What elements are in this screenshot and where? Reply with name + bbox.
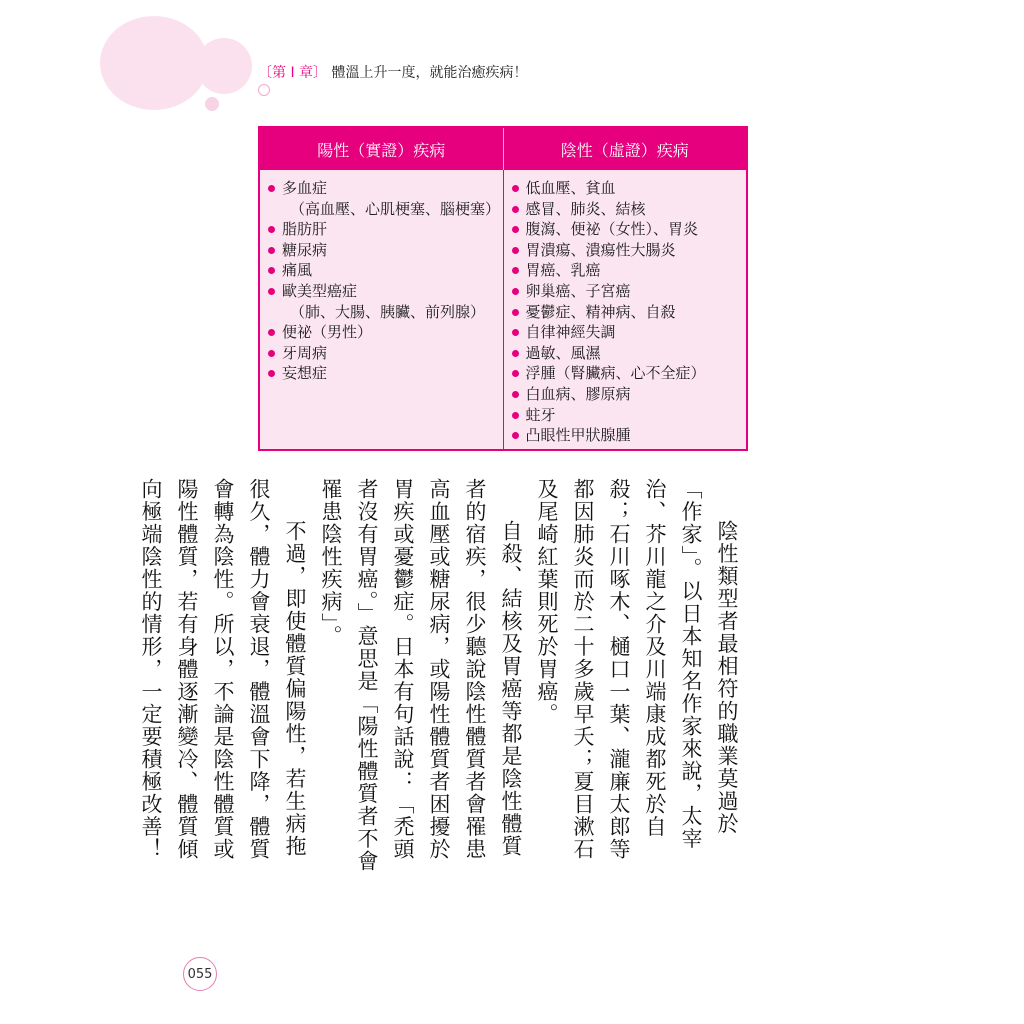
list-item-label: 自律神經失調 — [525, 323, 616, 342]
list-item — [266, 363, 503, 384]
list-item — [266, 219, 503, 240]
list-item-label: 歐美型癌症 — [282, 281, 358, 300]
list-item — [510, 260, 747, 281]
bullet-icon — [268, 350, 275, 357]
chapter-title: 體溫上升一度，就能治癒疾病！ — [331, 65, 528, 81]
list-item — [510, 425, 747, 446]
list-item-label: 感冒、肺炎、結核 — [525, 199, 646, 218]
table-body — [260, 170, 746, 449]
list-item — [510, 199, 747, 220]
list-item-label: 蛀牙 — [525, 405, 556, 424]
list-item — [266, 260, 503, 281]
chapter-tag: 〔第 I 章〕 — [258, 65, 328, 81]
list-item — [266, 199, 503, 220]
list-item-label: 胃癌、乳癌 — [525, 261, 601, 280]
bullet-icon — [512, 267, 519, 274]
list-item-label: 脂肪肝 — [282, 220, 328, 239]
list-item-label: 腹瀉、便祕（女性）、胃炎 — [525, 220, 699, 239]
bullet-icon — [512, 288, 519, 295]
paragraph-3: 不過，即使體質偏陽性，若生病拖很久，體力會衰退，體溫會下降，體質會轉為陰性。所以，不論是陰性體質或陽性體質，若有身體逐漸變冷、體質傾向極端陰性的情形，一定要積極改善！ — [139, 478, 307, 861]
list-item-label: 糖尿病 — [282, 240, 328, 259]
list-item-label: 痛風 — [282, 261, 313, 280]
decorative-circle-outline — [258, 84, 270, 96]
list-item — [266, 302, 503, 323]
list-item-label: 低血壓、貧血 — [525, 179, 616, 197]
yang-disease-list — [260, 170, 503, 449]
bullet-icon — [512, 247, 519, 254]
decorative-circle-large — [100, 16, 208, 110]
paragraph-1: 陰性類型者最相符的職業莫過於「作家」。以日本知名作家來說，太宰治、芥川龍之介及川端康成都死於自殺；石川啄木、樋口一葉、瀧廉太郎等都因肺炎而於二十多歲早夭；夏目漱石及尾崎紅葉則死於胃癌。 — [535, 478, 739, 861]
yin-header: 陰性（虛證）疾病 — [503, 128, 747, 170]
bullet-icon — [512, 432, 519, 439]
list-item — [266, 240, 503, 261]
list-item-label: （高血壓、心肌梗塞、腦梗塞） — [290, 199, 501, 218]
list-item — [510, 322, 747, 343]
bullet-icon — [512, 391, 519, 398]
yin-disease-list — [503, 170, 747, 449]
decorative-circle-small — [205, 97, 219, 111]
bullet-icon — [268, 226, 275, 233]
bullet-icon — [268, 247, 275, 254]
bullet-icon — [268, 267, 275, 274]
table-header-row — [260, 128, 746, 170]
list-item — [510, 384, 747, 405]
list-item — [510, 281, 747, 302]
list-item-label: 胃潰瘍、潰瘍性大腸炎 — [525, 240, 676, 259]
list-item — [510, 302, 747, 323]
bullet-icon — [512, 329, 519, 336]
chapter-header — [258, 62, 527, 82]
list-item-label: 便祕（男性） — [282, 323, 373, 342]
list-item-label: 妄想症 — [282, 364, 328, 383]
bullet-icon — [512, 226, 519, 233]
bullet-icon — [512, 309, 519, 316]
list-item-label: 白血病、膠原病 — [525, 384, 631, 403]
bullet-icon — [512, 370, 519, 377]
bullet-icon — [512, 206, 519, 213]
list-item — [266, 281, 503, 302]
bullet-icon — [268, 288, 275, 295]
bullet-icon — [512, 412, 519, 419]
list-item-label: 浮腫（腎臟病、心不全症） — [525, 364, 706, 383]
list-item — [510, 178, 747, 199]
paragraph-2: 自殺、結核及胃癌等都是陰性體質者的宿疾，很少聽說陰性體質者會罹患高血壓或糖尿病，或陽性體質者困擾於胃疾或憂鬱症。日本有句話說：「禿頭者沒有胃癌。」意思是「陽性體質者不會罹患陰性疾病」。 — [319, 478, 523, 873]
list-item — [510, 219, 747, 240]
list-item-label: 牙周病 — [282, 343, 328, 362]
list-item-label: 多血症 — [282, 179, 328, 197]
list-item — [266, 322, 503, 343]
disease-table — [258, 126, 748, 451]
list-item — [510, 343, 747, 364]
bullet-icon — [268, 185, 275, 192]
bullet-icon — [512, 350, 519, 357]
list-item-label: 憂鬱症、精神病、自殺 — [525, 302, 676, 321]
bullet-icon — [268, 370, 275, 377]
bullet-icon — [512, 185, 519, 192]
list-item-label: 過敏、風濕 — [525, 343, 601, 362]
page-number: 055 — [183, 957, 217, 991]
list-item-label: 凸眼性甲狀腺腫 — [525, 426, 631, 445]
decorative-circle-medium — [196, 38, 252, 94]
list-item — [510, 405, 747, 426]
list-item — [266, 343, 503, 364]
list-item-label: 卵巢癌、子宮癌 — [525, 281, 631, 300]
list-item — [510, 363, 747, 384]
list-item — [510, 240, 747, 261]
body-text — [139, 478, 745, 878]
list-item — [266, 178, 503, 199]
list-item-label: （肺、大腸、胰臟、前列腺） — [290, 302, 486, 321]
bullet-icon — [268, 329, 275, 336]
yang-header: 陽性（實證）疾病 — [317, 140, 446, 160]
